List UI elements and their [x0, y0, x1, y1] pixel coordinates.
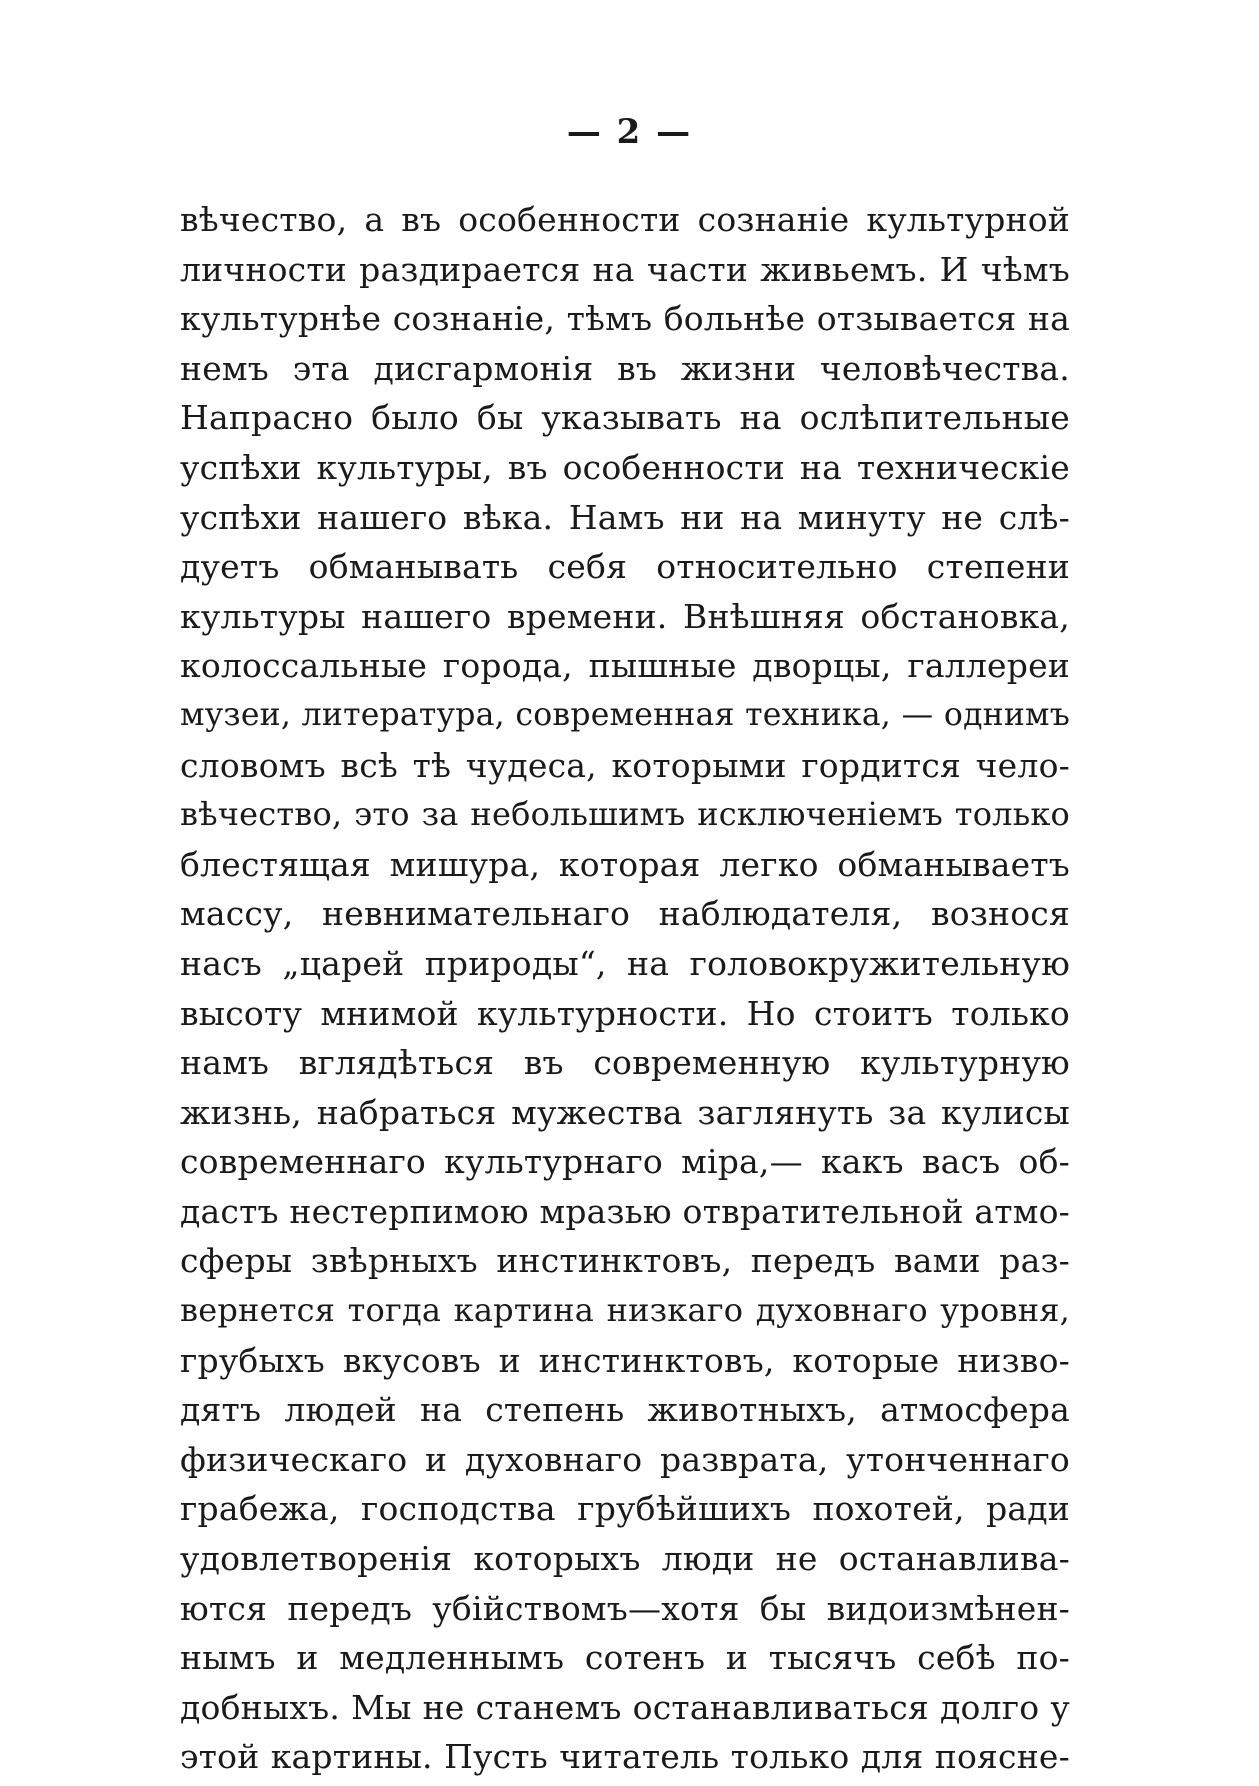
- text-line: современнаго культурнаго міра,— какъ васъ об-: [180, 1142, 1070, 1182]
- text-line: вернется тогда картина низкаго духовнаго уровня,: [180, 1291, 1070, 1330]
- text-line: музеи, литература, современная техника, — однимъ: [180, 696, 1070, 733]
- text-line: грабежа, господства грубѣйшихъ похотей, ради: [180, 1489, 1070, 1529]
- text-line: удовлетворенія которыхъ люди не останавлива-: [180, 1539, 1070, 1579]
- page-number: — 2 —: [566, 112, 693, 152]
- text-line: словомъ всѣ тѣ чудеса, которыми гордится чело-: [180, 745, 1070, 785]
- text-line: физическаго и духовнаго разврата, утонченнаго: [180, 1439, 1070, 1479]
- text-line: добныхъ. Мы не станемъ останавливаться долго у: [180, 1687, 1070, 1727]
- text-line: дятъ людей на степень животныхъ, атмосфера: [180, 1390, 1070, 1430]
- text-line: грубыхъ вкусовъ и инстинктовъ, которые низво-: [180, 1340, 1070, 1380]
- text-line: этой картины. Пусть читатель только для поясне-: [180, 1737, 1070, 1777]
- body-text: [180, 195, 1070, 1782]
- text-line: массу, невнимательнаго наблюдателя, вознося: [180, 894, 1070, 934]
- text-line: успѣхи культуры, въ особенности на техническіе: [180, 447, 1070, 487]
- text-line: высоту мнимой культурности. Но стоитъ только: [180, 993, 1070, 1033]
- text-line: культурнѣе сознаніе, тѣмъ больнѣе отзывается на: [180, 299, 1070, 339]
- text-line: сферы звѣрныхъ инстинктовъ, передъ вами раз-: [180, 1241, 1070, 1281]
- text-line: ются передъ убійствомъ—хотя бы видоизмѣнен-: [180, 1588, 1070, 1628]
- text-line: немъ эта дисгармонія въ жизни человѣчества.: [180, 348, 1070, 388]
- text-line: нымъ и медленнымъ сотенъ и тысячъ себѣ по-: [180, 1638, 1070, 1678]
- text-line: дастъ нестерпимою мразью отвратительной атмо-: [180, 1191, 1070, 1231]
- text-line: культуры нашего времени. Внѣшняя обстановка,: [180, 596, 1070, 636]
- text-line: дуетъ обманывать себя относительно степени: [180, 547, 1070, 587]
- text-line: жизнь, набраться мужества заглянуть за кулисы: [180, 1092, 1070, 1132]
- text-line: блестящая мишура, которая легко обманываетъ: [180, 844, 1070, 884]
- text-line: вѣчество, а въ особенности сознаніе культурной: [180, 200, 1070, 239]
- text-line: насъ „царей природы“, на головокружительную: [180, 943, 1070, 983]
- text-line: вѣчество, это за небольшимъ исключеніемъ только: [180, 795, 1070, 834]
- text-line: намъ вглядѣться въ современную культурную: [180, 1043, 1070, 1083]
- text-line: колоссальные города, пышные дворцы, галлереи: [180, 646, 1070, 686]
- text-line: успѣхи нашего вѣка. Намъ ни на минуту не слѣ-: [180, 497, 1070, 537]
- text-line: Напрасно было бы указывать на ослѣпительные: [180, 398, 1070, 438]
- text-line: личности раздирается на части живьемъ. И чѣмъ: [180, 249, 1070, 289]
